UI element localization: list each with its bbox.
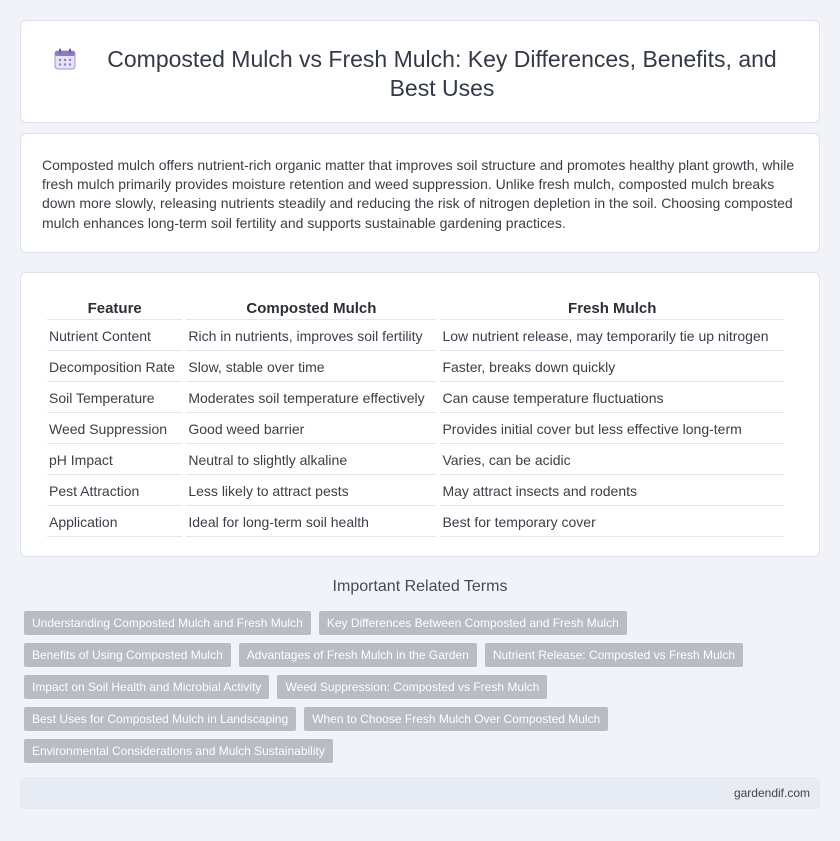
table-row [47,508,784,537]
table-row [47,384,784,413]
footer [20,777,820,809]
feature-cell: Pest Attraction [47,477,182,506]
site-link[interactable]: gardendif.com [733,786,810,800]
table-row [47,353,784,382]
related-term-tag[interactable]: Key Differences Between Composted and Fresh Mulch [319,611,627,635]
feature-cell: Application [47,508,182,537]
related-terms-title: Important Related Terms [332,578,508,595]
table-row [47,415,784,444]
related-term-tag[interactable]: Benefits of Using Composted Mulch [24,643,231,667]
fresh-cell: Low nutrient release, may temporarily tie up nitrogen [440,322,784,351]
related-term-tag[interactable]: Advantages of Fresh Mulch in the Garden [239,643,477,667]
fresh-cell: Faster, breaks down quickly [440,353,784,382]
composted-cell: Less likely to attract pests [186,477,436,506]
related-term-tag[interactable]: Nutrient Release: Composted vs Fresh Mulch [485,643,743,667]
feature-cell: Nutrient Content [47,322,182,351]
composted-cell: Moderates soil temperature effectively [186,384,436,413]
fresh-cell: Best for temporary cover [440,508,784,537]
composted-cell: Rich in nutrients, improves soil fertility [186,322,436,351]
fresh-cell: Provides initial cover but less effective long-term [440,415,784,444]
feature-cell: Soil Temperature [47,384,182,413]
intro-card [20,133,820,253]
composted-cell: Good weed barrier [186,415,436,444]
feature-cell: pH Impact [47,446,182,475]
fresh-cell: May attract insects and rodents [440,477,784,506]
fresh-cell: Can cause temperature fluctuations [440,384,784,413]
header-fresh: Fresh Mulch [440,297,784,320]
related-term-tag[interactable]: Best Uses for Composted Mulch in Landscaping [24,707,296,731]
page-title: Composted Mulch vs Fresh Mulch: Key Differences, Benefits, and Best Uses [107,46,777,101]
header-composted: Composted Mulch [186,297,436,320]
table-header-row [47,297,784,320]
related-term-tag[interactable]: Environmental Considerations and Mulch Sustainability [24,739,333,763]
composted-cell: Neutral to slightly alkaline [186,446,436,475]
composted-cell: Ideal for long-term soil health [186,508,436,537]
related-term-tag[interactable]: Understanding Composted Mulch and Fresh Mulch [24,611,311,635]
header-feature: Feature [47,297,182,320]
comparison-card [20,272,820,557]
table-row [47,446,784,475]
intro-paragraph: Composted mulch offers nutrient-rich organic matter that improves soil structure and promotes healthy plant growth, while fresh mulch primarily provides moisture retention and weed suppression. Unlike fresh mulch, composted mulch breaks down more slowly, releasing nutrients steadily and reducing the risk of nitrogen depletion in the soil. Choosing composted mulch enhances long-term soil fertility and supports sustainable gardening practices. [42,157,795,231]
comparison-table [43,295,788,539]
related-terms-list [24,611,814,771]
fresh-cell: Varies, can be acidic [440,446,784,475]
related-term-tag[interactable]: Impact on Soil Health and Microbial Activity [24,675,269,699]
title-card [20,20,820,123]
table-row [47,322,784,351]
feature-cell: Weed Suppression [47,415,182,444]
related-term-tag[interactable]: Weed Suppression: Composted vs Fresh Mulch [277,675,547,699]
feature-cell: Decomposition Rate [47,353,182,382]
composted-cell: Slow, stable over time [186,353,436,382]
related-term-tag[interactable]: When to Choose Fresh Mulch Over Composted Mulch [304,707,608,731]
table-row [47,477,784,506]
